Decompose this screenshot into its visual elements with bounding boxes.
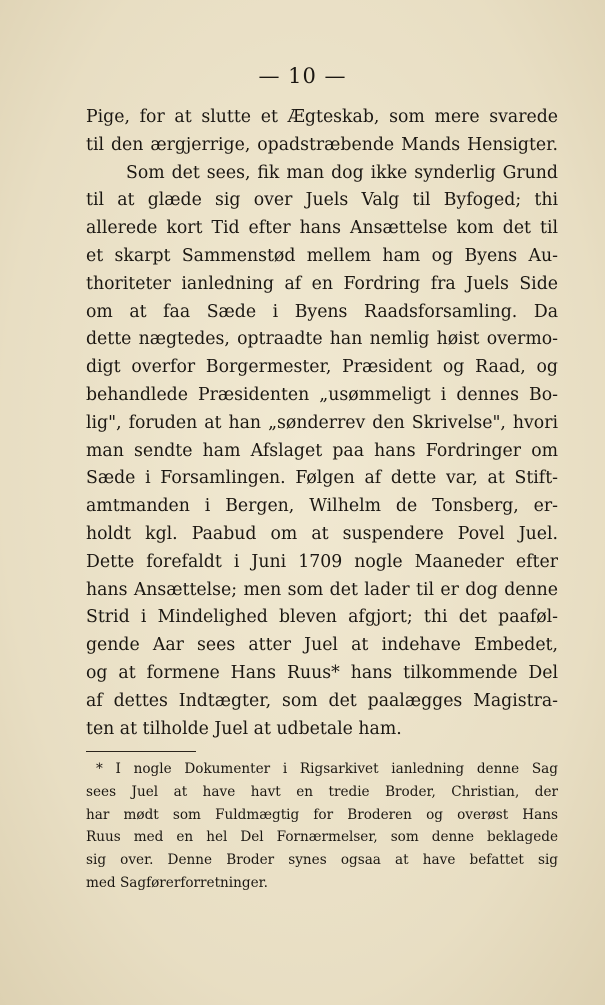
text-line: Pige, for at slutte et Ægteskab, som mere svarede (86, 107, 558, 127)
page-number: — 10 — (258, 64, 347, 88)
text-line: til den ærgjerrige, opadstræbende Mands Hensigter. (86, 134, 558, 155)
text-line: hans Ansættelse; men som det lader til er dog denne (86, 579, 558, 600)
footnote-line: sees Juel at have havt en tredie Broder, Christian, der (86, 783, 558, 800)
text-line: allerede kort Tid efter hans Ansættelse kom det til (86, 218, 558, 239)
text-line: og at formene Hans Ruus* hans tilkommende Del (86, 662, 558, 683)
text-line: thoriteter ianledning af en Fordring fra Juels Side (86, 273, 558, 294)
text-line: gende Aar sees atter Juel at indehave Embedet, (86, 635, 558, 656)
text-line: amtmanden i Bergen, Wilhelm de Tonsberg, er- (86, 496, 558, 517)
text-line: dette nægtedes, optraadte han nemlig høist overmo- (86, 329, 558, 350)
text-line: Sæde i Forsamlingen. Følgen af dette var, at Stift- (86, 468, 558, 489)
text-line: behandlede Præsidenten „usømmeligt i dennes Bo- (86, 384, 558, 405)
footnote-line: med Sagførerforretninger. (86, 874, 268, 891)
footnote-line: * I nogle Dokumenter i Rigsarkivet ianledning denne Sag (96, 761, 558, 777)
text-line: holdt kgl. Paabud om at suspendere Povel Juel. (86, 523, 558, 544)
footnote-line: har mødt som Fuldmægtig for Broderen og overøst Hans (86, 806, 558, 823)
text-line: Strid i Mindelighed bleven afgjort; thi det paaføl- (86, 607, 558, 628)
text-line: Dette forefaldt i Juni 1709 nogle Maaneder efter (86, 551, 558, 572)
text-line: et skarpt Sammenstød mellem ham og Byens Au- (86, 245, 558, 266)
text-line: digt overfor Borgermester, Præsident og Raad, og (86, 357, 558, 378)
body-text (86, 104, 558, 743)
footnote (86, 758, 558, 895)
footnote-rule (86, 751, 196, 752)
text-line: til at glæde sig over Juels Valg til Byfoged; thi (86, 190, 558, 211)
text-line: man sendte ham Afslaget paa hans Fordringer om (86, 440, 558, 461)
text-line: om at faa Sæde i Byens Raadsforsamling. Da (86, 301, 558, 322)
text-line: af dettes Indtægter, som det paalægges Magistra- (86, 690, 558, 711)
text-line: lig", foruden at han „sønderrev den Skrivelse", hvori (86, 412, 558, 433)
text-line: ten at tilholde Juel at udbetale ham. (86, 718, 402, 739)
footnote-line: Ruus med en hel Del Fornærmelser, som denne beklagede (86, 829, 558, 846)
text-line: Som det sees, fik man dog ikke synderlig Grund (126, 162, 558, 183)
footnote-line: sig over. Denne Broder synes ogsaa at have befattet sig (86, 852, 558, 869)
